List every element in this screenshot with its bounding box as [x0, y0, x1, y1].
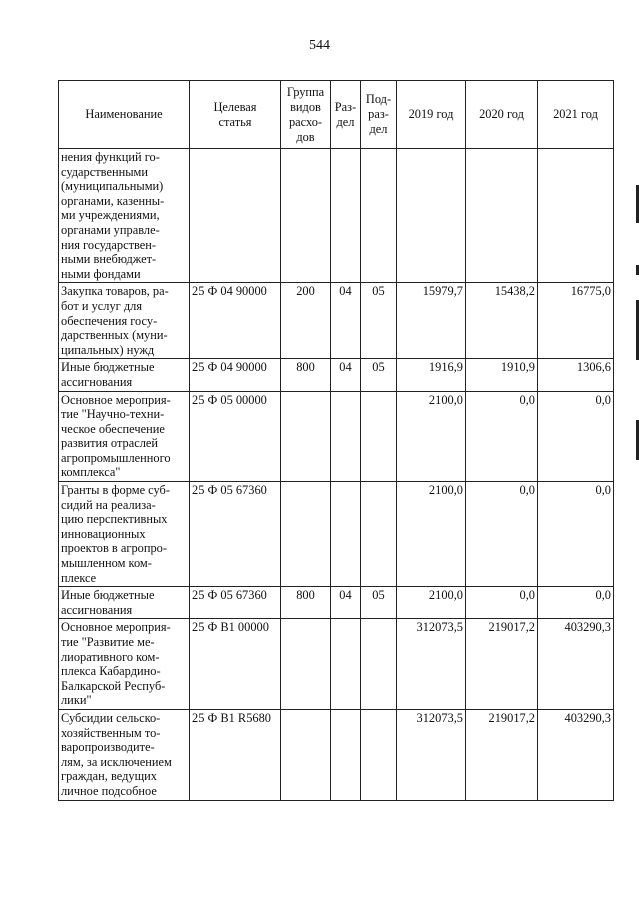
row-name: Субсидии сельско- хозяйственным то- варопроизводите- лям, за исключением граждан, ведущих личное подсобное [59, 709, 190, 800]
row-subsection [361, 709, 397, 800]
row-expense-group [281, 482, 331, 587]
row-subsection [361, 149, 397, 283]
row-amount-2020: 219017,2 [466, 619, 538, 710]
row-subsection: 05 [361, 283, 397, 359]
row-amount-2019: 15979,7 [397, 283, 466, 359]
row-section [331, 619, 361, 710]
row-amount-2019: 2100,0 [397, 587, 466, 619]
row-name: Гранты в форме суб- сидий на реализа- цию перспективных инновационных проектов в агропро- мышленном ком- плексе [59, 482, 190, 587]
row-target-article [190, 149, 281, 283]
row-amount-2021: 0,0 [538, 587, 614, 619]
header-target-article: Целевая статья [190, 81, 281, 149]
table-row [59, 709, 614, 800]
row-target-article: 25 Ф 04 90000 [190, 283, 281, 359]
row-subsection [361, 482, 397, 587]
row-amount-2021: 403290,3 [538, 709, 614, 800]
row-amount-2020: 0,0 [466, 482, 538, 587]
row-amount-2019: 1916,9 [397, 359, 466, 391]
row-amount-2021: 16775,0 [538, 283, 614, 359]
row-target-article: 25 Ф 04 90000 [190, 359, 281, 391]
header-expense-group: Группа видов расхо- дов [281, 81, 331, 149]
table-row [59, 587, 614, 619]
row-section [331, 482, 361, 587]
header-year-2019: 2019 год [397, 81, 466, 149]
row-section: 04 [331, 359, 361, 391]
row-target-article: 25 Ф В1 R5680 [190, 709, 281, 800]
row-subsection [361, 391, 397, 482]
row-section: 04 [331, 587, 361, 619]
row-subsection [361, 619, 397, 710]
row-amount-2021: 1306,6 [538, 359, 614, 391]
row-name: Закупка товаров, ра- бот и услуг для обеспечения госу- дарственных (муни- ципальных) нужд [59, 283, 190, 359]
row-expense-group: 200 [281, 283, 331, 359]
row-subsection: 05 [361, 359, 397, 391]
header-name: Наименование [59, 81, 190, 149]
table-body [59, 149, 614, 801]
row-name: Основное мероприя- тие "Научно-техни- ческое обеспечение развития отраслей агропромышленного комплекса" [59, 391, 190, 482]
budget-table [58, 80, 614, 801]
row-target-article: 25 Ф 05 00000 [190, 391, 281, 482]
table-row [59, 619, 614, 710]
row-expense-group [281, 709, 331, 800]
row-amount-2020: 219017,2 [466, 709, 538, 800]
row-amount-2019: 2100,0 [397, 391, 466, 482]
row-target-article: 25 Ф 05 67360 [190, 587, 281, 619]
row-expense-group: 800 [281, 359, 331, 391]
row-section: 04 [331, 283, 361, 359]
row-section [331, 149, 361, 283]
row-amount-2019 [397, 149, 466, 283]
row-section [331, 391, 361, 482]
row-target-article: 25 Ф В1 00000 [190, 619, 281, 710]
table-row [59, 359, 614, 391]
table-row [59, 391, 614, 482]
row-amount-2021 [538, 149, 614, 283]
table-row [59, 283, 614, 359]
row-expense-group [281, 619, 331, 710]
row-amount-2021: 0,0 [538, 482, 614, 587]
row-amount-2020: 15438,2 [466, 283, 538, 359]
page-number: 544 [309, 38, 330, 53]
row-amount-2019: 312073,5 [397, 709, 466, 800]
row-amount-2020: 0,0 [466, 587, 538, 619]
row-subsection: 05 [361, 587, 397, 619]
row-section [331, 709, 361, 800]
row-amount-2019: 312073,5 [397, 619, 466, 710]
row-name: Иные бюджетные ассигнования [59, 359, 190, 391]
row-expense-group [281, 149, 331, 283]
row-amount-2021: 0,0 [538, 391, 614, 482]
header-year-2020: 2020 год [466, 81, 538, 149]
row-name: нения функций го- сударственными (муниципальными) органами, казенны- ми учреждениями, органами управле- ния государствен- ными внебюджет- ными фондами [59, 149, 190, 283]
row-amount-2020: 0,0 [466, 391, 538, 482]
row-amount-2020 [466, 149, 538, 283]
row-expense-group [281, 391, 331, 482]
header-section: Раз- дел [331, 81, 361, 149]
header-year-2021: 2021 год [538, 81, 614, 149]
row-amount-2019: 2100,0 [397, 482, 466, 587]
table-row [59, 482, 614, 587]
row-target-article: 25 Ф 05 67360 [190, 482, 281, 587]
header-subsection: Под- раз- дел [361, 81, 397, 149]
row-name: Основное мероприя- тие "Развитие ме- лиоративного ком- плекса Кабардино- Балкарской Респуб- лики" [59, 619, 190, 710]
row-expense-group: 800 [281, 587, 331, 619]
row-name: Иные бюджетные ассигнования [59, 587, 190, 619]
row-amount-2020: 1910,9 [466, 359, 538, 391]
table-row [59, 149, 614, 283]
table-header-row [59, 81, 614, 149]
row-amount-2021: 403290,3 [538, 619, 614, 710]
